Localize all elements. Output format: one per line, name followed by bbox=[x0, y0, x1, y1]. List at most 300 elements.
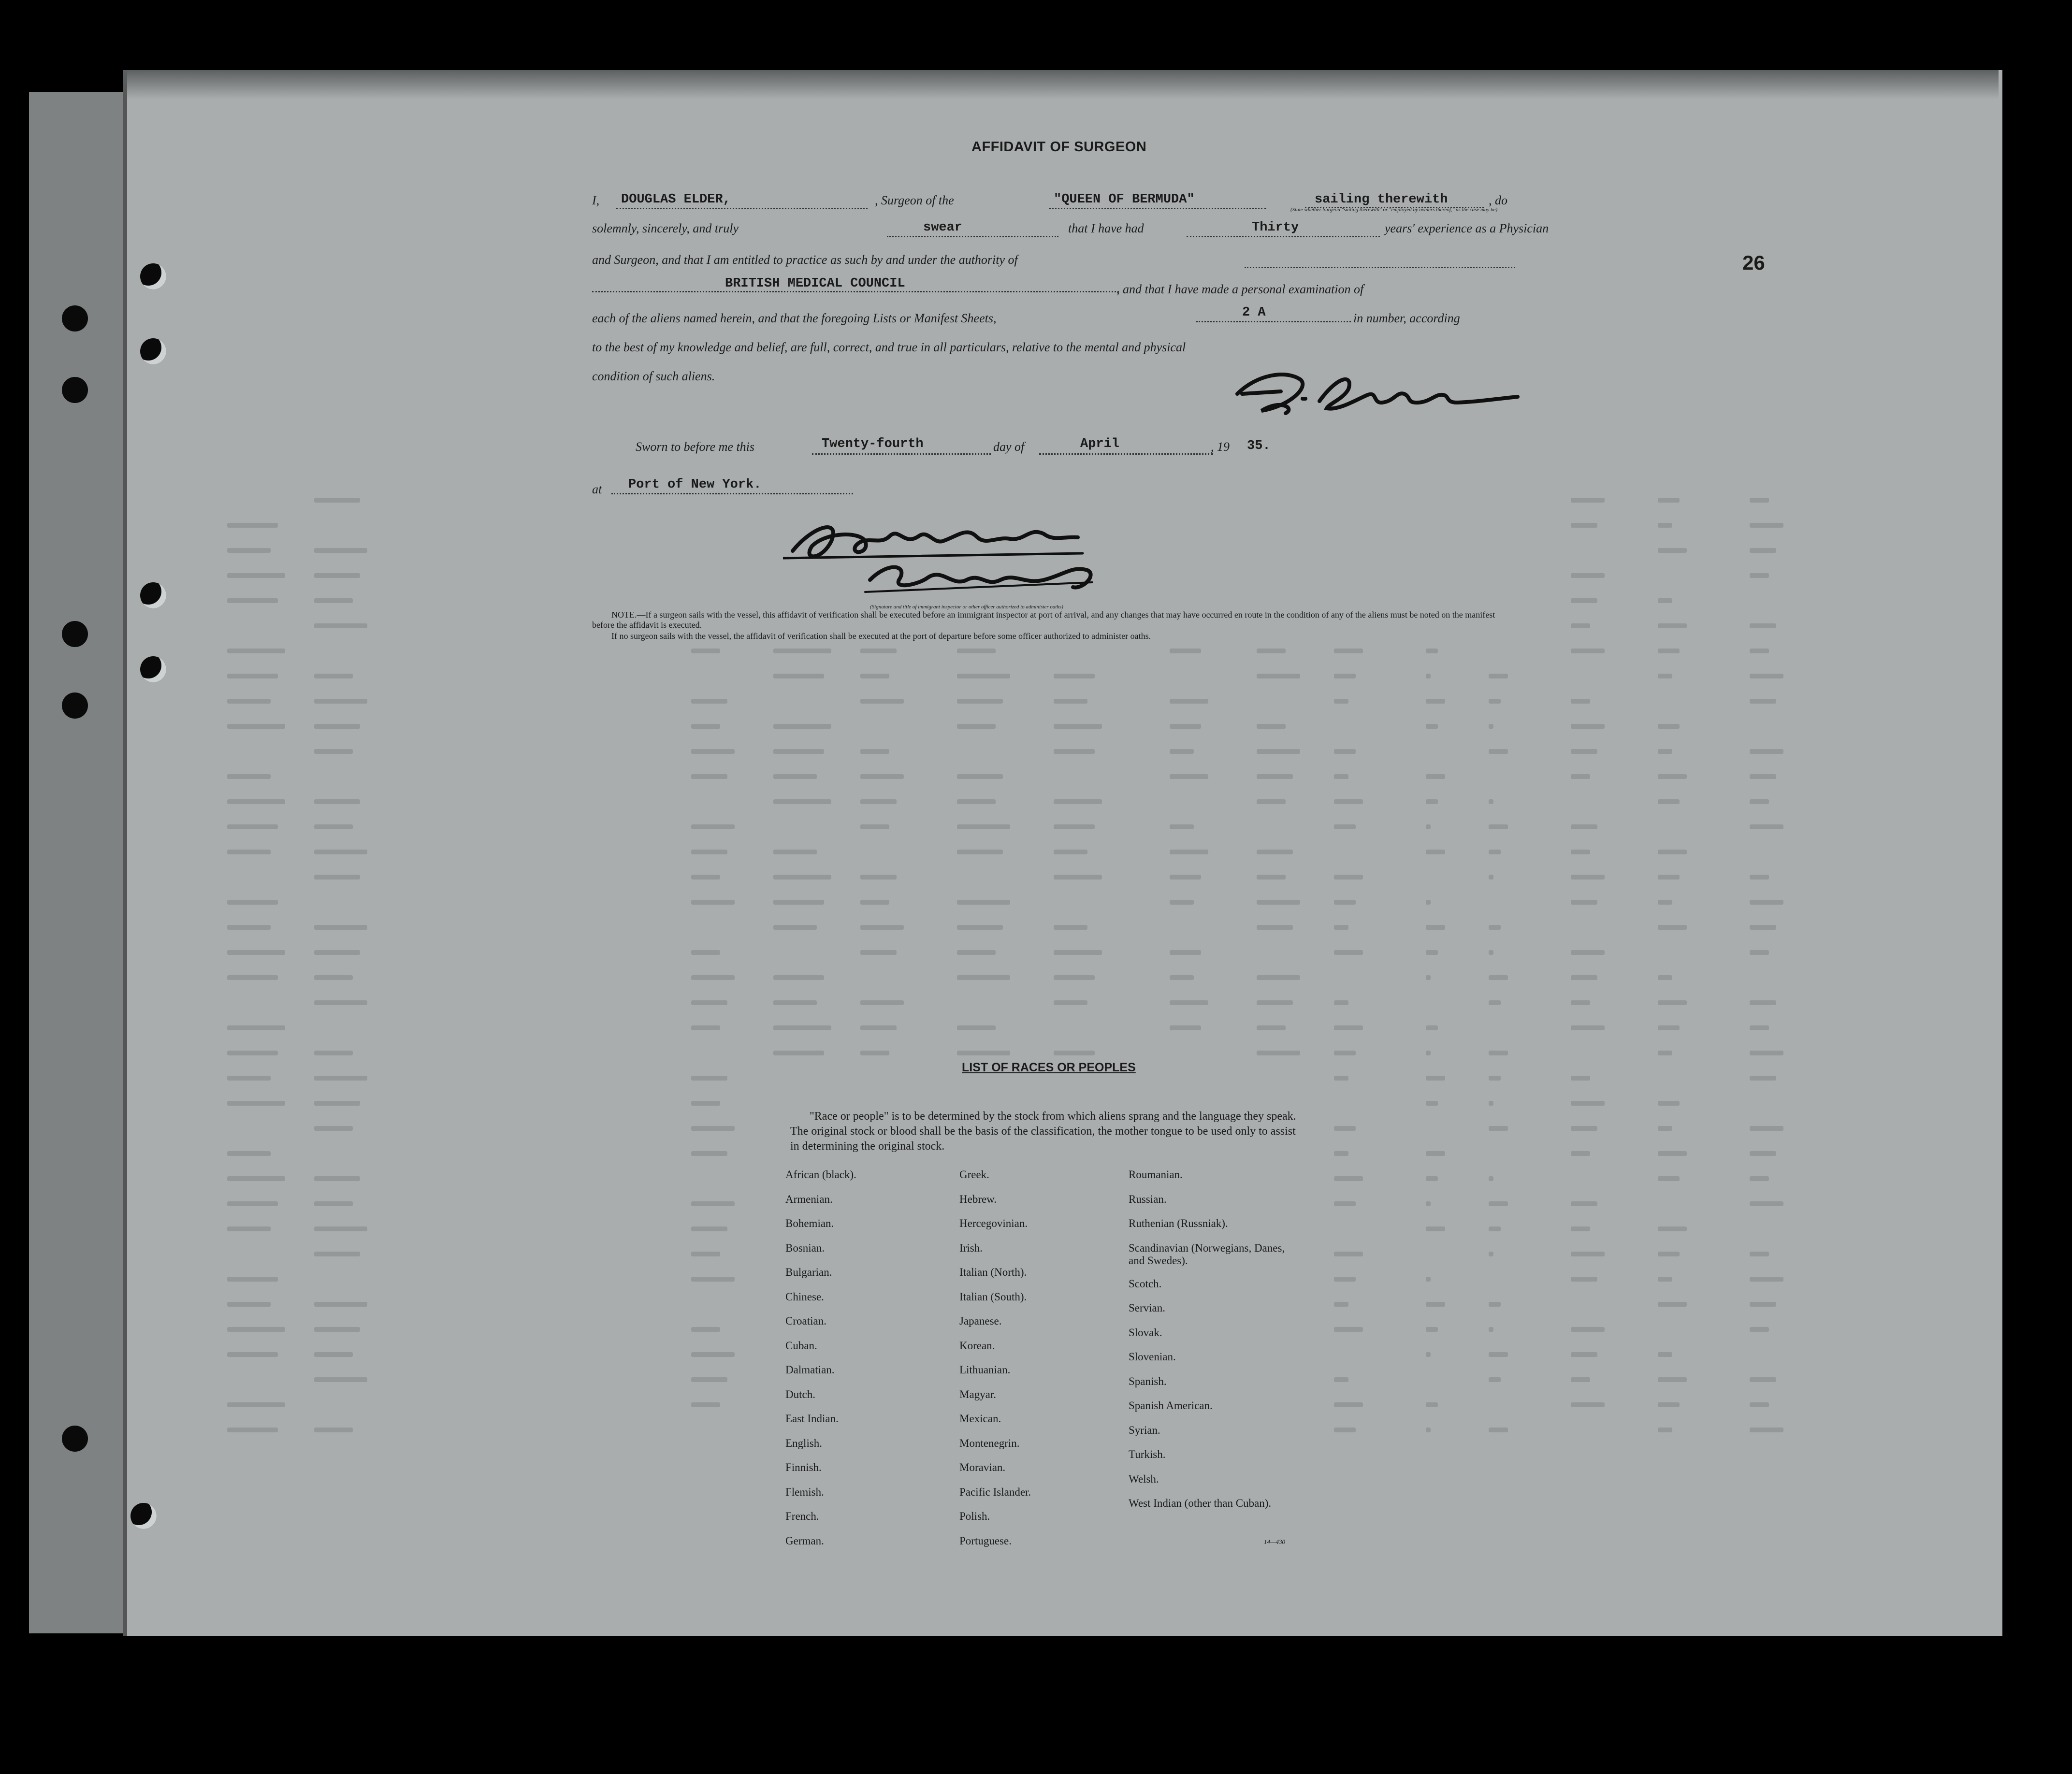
bleed-mark bbox=[1489, 1051, 1508, 1055]
race-item: African (black). bbox=[785, 1168, 856, 1181]
bleed-mark bbox=[773, 1025, 831, 1030]
bleed-mark bbox=[1334, 1126, 1356, 1131]
bleed-mark bbox=[227, 1201, 278, 1206]
bleed-mark bbox=[1750, 1051, 1783, 1055]
bleed-mark bbox=[1426, 950, 1438, 955]
bleed-mark bbox=[1426, 1302, 1445, 1307]
race-item: Hebrew. bbox=[959, 1193, 997, 1205]
bleed-mark bbox=[227, 1051, 278, 1055]
bleed-mark bbox=[1750, 548, 1776, 553]
binder-hole bbox=[62, 692, 88, 719]
bleed-mark bbox=[1054, 749, 1095, 754]
page-number: 26 bbox=[1742, 251, 1765, 274]
day-of-label: day of bbox=[993, 440, 1025, 454]
bleed-mark bbox=[314, 950, 360, 955]
medical-authority: BRITISH MEDICAL COUNCIL bbox=[725, 276, 905, 291]
binder-hole bbox=[140, 338, 166, 364]
bleed-mark bbox=[1426, 850, 1445, 854]
bleed-mark bbox=[227, 1151, 271, 1156]
bleed-mark bbox=[314, 498, 360, 503]
bleed-mark bbox=[1334, 799, 1363, 804]
sheets-count: 2 A bbox=[1242, 305, 1266, 320]
bleed-mark bbox=[957, 824, 1010, 829]
bleed-mark bbox=[957, 850, 1003, 854]
bleed-mark bbox=[1750, 649, 1769, 653]
bleed-mark bbox=[1750, 1151, 1776, 1156]
bleed-mark bbox=[1750, 1176, 1769, 1181]
bleed-mark bbox=[314, 674, 353, 678]
bleed-mark bbox=[860, 875, 897, 880]
bleed-mark bbox=[860, 799, 897, 804]
bleed-mark bbox=[1658, 900, 1672, 905]
bleed-mark bbox=[1571, 1151, 1590, 1156]
bleed-mark bbox=[227, 598, 278, 603]
bleed-mark bbox=[1571, 1025, 1605, 1030]
binder-hole bbox=[62, 1426, 88, 1452]
place-value: Port of New York. bbox=[628, 477, 762, 492]
capacity-note: (State whether Surgeon "sailing therewith" or "employed by owners thereof," as the case may be) bbox=[1290, 207, 1498, 213]
bleed-mark bbox=[1054, 1000, 1087, 1005]
bleed-mark bbox=[1257, 850, 1293, 854]
bleed-mark bbox=[1489, 724, 1493, 729]
race-item: Hercegovinian. bbox=[959, 1217, 1028, 1229]
bleed-mark bbox=[314, 1201, 353, 1206]
bleed-mark bbox=[957, 774, 1003, 779]
bleed-mark bbox=[227, 925, 271, 930]
bleed-mark bbox=[773, 925, 817, 930]
bleed-mark bbox=[1750, 1377, 1776, 1382]
bleed-mark bbox=[1750, 699, 1776, 704]
solemnly-label: solemnly, sincerely, and truly bbox=[592, 221, 739, 235]
race-item: Bosnian. bbox=[785, 1241, 825, 1254]
bleed-mark bbox=[1170, 900, 1194, 905]
bleed-mark bbox=[691, 1352, 735, 1357]
bleed-mark bbox=[1571, 749, 1597, 754]
race-item: Pacific Islander. bbox=[959, 1486, 1031, 1498]
bleed-mark bbox=[1054, 724, 1102, 729]
races-intro: "Race or people" is to be determined by the stock from which aliens sprang and the language they speak. The original stock or blood shall be the basis of the classification, the mother tongue to be used only to assist in determining the original stock. bbox=[790, 1110, 1296, 1153]
binder-hole bbox=[140, 582, 166, 608]
bleed-mark bbox=[227, 799, 285, 804]
binder-hole bbox=[130, 1503, 157, 1529]
years-value: Thirty bbox=[1252, 220, 1299, 235]
bleed-mark bbox=[227, 1101, 285, 1106]
binder-hole bbox=[140, 263, 166, 289]
bleed-mark bbox=[1334, 1000, 1348, 1005]
bleed-mark bbox=[1334, 1025, 1363, 1030]
bleed-mark bbox=[1334, 1277, 1356, 1282]
race-item: Scandinavian (Norwegians, Danes, and Swedes). bbox=[1129, 1241, 1285, 1267]
bleed-mark bbox=[1571, 1277, 1597, 1282]
bleed-mark bbox=[1658, 1402, 1680, 1407]
bleed-mark bbox=[1054, 674, 1095, 678]
bleed-mark bbox=[227, 1076, 271, 1081]
bleed-mark bbox=[1571, 1076, 1590, 1081]
form-code: 14—430 bbox=[1264, 1538, 1286, 1545]
examination-label: , and that I have made a personal examination of bbox=[1116, 282, 1364, 296]
bleed-mark bbox=[1571, 774, 1590, 779]
bleed-mark bbox=[860, 1025, 897, 1030]
race-item: Mexican. bbox=[959, 1413, 1001, 1425]
bleed-mark bbox=[227, 649, 285, 653]
vessel-name: "QUEEN OF BERMUDA" bbox=[1054, 192, 1195, 207]
bleed-mark bbox=[957, 799, 996, 804]
bleed-mark bbox=[691, 1327, 720, 1332]
bleed-mark bbox=[1257, 900, 1300, 905]
sworn-label: Sworn to before me this bbox=[636, 440, 755, 454]
race-item: Greek. bbox=[959, 1168, 989, 1181]
bleed-mark bbox=[1750, 1302, 1776, 1307]
bleed-mark bbox=[1489, 1226, 1501, 1231]
bleed-mark bbox=[1658, 1277, 1672, 1282]
bleed-mark bbox=[227, 1402, 285, 1407]
bleed-mark bbox=[1054, 799, 1102, 804]
bleed-mark bbox=[1426, 1277, 1431, 1282]
bleed-mark bbox=[1658, 598, 1672, 603]
race-item: Spanish. bbox=[1129, 1375, 1167, 1387]
binder-hole bbox=[62, 621, 88, 647]
bleed-mark bbox=[1750, 774, 1776, 779]
bleed-mark bbox=[1750, 1025, 1769, 1030]
knowledge-line: to the best of my knowledge and belief, are full, correct, and true in all particulars, relative to the mental and physical bbox=[592, 340, 1186, 354]
bleed-mark bbox=[1334, 1402, 1363, 1407]
bleed-mark bbox=[227, 975, 278, 980]
bleed-mark bbox=[1750, 1252, 1769, 1256]
bleed-mark bbox=[314, 925, 367, 930]
bleed-mark bbox=[691, 774, 727, 779]
bleed-mark bbox=[1571, 1402, 1605, 1407]
race-item: East Indian. bbox=[785, 1413, 839, 1425]
bleed-mark bbox=[1426, 1327, 1438, 1332]
authority-line: and Surgeon, and that I am entitled to practice as such by and under the authority of bbox=[592, 253, 1018, 267]
bleed-mark bbox=[957, 674, 1010, 678]
bleed-mark bbox=[227, 1352, 278, 1357]
bleed-mark bbox=[227, 1226, 271, 1231]
bleed-mark bbox=[1489, 674, 1508, 678]
bleed-mark bbox=[314, 1252, 360, 1256]
bleed-mark bbox=[1489, 950, 1493, 955]
bleed-mark bbox=[691, 649, 720, 653]
race-item: Croatian. bbox=[785, 1315, 826, 1327]
bleed-mark bbox=[1658, 925, 1687, 930]
bleed-mark bbox=[1426, 724, 1438, 729]
bleed-mark bbox=[227, 1277, 278, 1282]
bleed-mark bbox=[1426, 1226, 1445, 1231]
bleed-mark bbox=[860, 649, 897, 653]
bleed-mark bbox=[1334, 699, 1348, 704]
bleed-mark bbox=[1426, 774, 1445, 779]
bleed-mark bbox=[1750, 950, 1769, 955]
bleed-mark bbox=[1750, 875, 1769, 880]
bleed-mark bbox=[314, 749, 353, 754]
bleed-mark bbox=[1489, 1428, 1508, 1432]
bleed-mark bbox=[314, 975, 353, 980]
bleed-mark bbox=[314, 724, 360, 729]
bleed-mark bbox=[1257, 774, 1293, 779]
bleed-mark bbox=[1571, 1000, 1590, 1005]
bleed-mark bbox=[1426, 824, 1431, 829]
bleed-mark bbox=[957, 1025, 996, 1030]
bleed-mark bbox=[227, 573, 285, 578]
bleed-mark bbox=[1489, 1352, 1508, 1357]
bleed-mark bbox=[227, 900, 278, 905]
bleed-mark bbox=[1489, 1327, 1493, 1332]
bleed-mark bbox=[957, 1051, 1010, 1055]
bleed-mark bbox=[1334, 1051, 1356, 1055]
bleed-mark bbox=[1489, 1101, 1493, 1106]
bleed-mark bbox=[1571, 1201, 1597, 1206]
race-item: Finnish. bbox=[785, 1461, 822, 1473]
race-item: Polish. bbox=[959, 1510, 990, 1522]
bleed-mark bbox=[314, 1302, 367, 1307]
race-item: Montenegrin. bbox=[959, 1437, 1020, 1449]
bleed-mark bbox=[227, 774, 271, 779]
race-item: Irish. bbox=[959, 1241, 983, 1254]
bleed-mark bbox=[1571, 598, 1597, 603]
bleed-mark bbox=[1054, 824, 1095, 829]
surgeon-signature bbox=[1228, 365, 1527, 418]
bleed-mark bbox=[1054, 950, 1102, 955]
bleed-mark bbox=[691, 699, 727, 704]
bleed-mark bbox=[773, 900, 824, 905]
bleed-mark bbox=[314, 850, 367, 854]
bleed-mark bbox=[957, 699, 1003, 704]
bleed-mark bbox=[1750, 1277, 1783, 1282]
bleed-mark bbox=[1571, 1226, 1590, 1231]
bleed-mark bbox=[860, 749, 889, 754]
bleed-mark bbox=[1658, 749, 1672, 754]
bleed-mark bbox=[691, 950, 720, 955]
bleed-mark bbox=[1489, 1252, 1493, 1256]
bleed-mark bbox=[773, 975, 824, 980]
bleed-mark bbox=[314, 1076, 367, 1081]
race-item: Turkish. bbox=[1129, 1448, 1166, 1460]
bleed-mark bbox=[1334, 1176, 1363, 1181]
race-item: Flemish. bbox=[785, 1486, 824, 1498]
bleed-mark bbox=[1571, 824, 1597, 829]
bleed-mark bbox=[1334, 950, 1363, 955]
race-item: Servian. bbox=[1129, 1302, 1166, 1314]
bleed-mark bbox=[314, 699, 367, 704]
bleed-mark bbox=[1426, 1201, 1431, 1206]
in-number-label: in number, according bbox=[1353, 311, 1460, 325]
bleed-mark bbox=[1571, 1327, 1605, 1332]
bleed-mark bbox=[773, 774, 817, 779]
bleed-mark bbox=[314, 598, 353, 603]
do-label: , do bbox=[1489, 193, 1507, 207]
bleed-mark bbox=[860, 824, 889, 829]
bleed-mark bbox=[691, 749, 735, 754]
bleed-mark bbox=[1170, 699, 1208, 704]
sworn-month: April bbox=[1080, 437, 1120, 451]
inspector-signature bbox=[783, 507, 1179, 604]
bleed-mark bbox=[1658, 1176, 1680, 1181]
bleed-mark bbox=[1257, 925, 1293, 930]
bleed-mark bbox=[227, 824, 278, 829]
race-item: Russian. bbox=[1129, 1193, 1167, 1205]
bleed-mark bbox=[957, 649, 996, 653]
race-item: West Indian (other than Cuban). bbox=[1129, 1497, 1272, 1509]
bleed-mark bbox=[227, 850, 271, 854]
condition-line: condition of such aliens. bbox=[592, 369, 715, 383]
bleed-mark bbox=[691, 1402, 720, 1407]
bleed-mark bbox=[1257, 975, 1300, 980]
race-item: Bohemian. bbox=[785, 1217, 834, 1229]
bleed-mark bbox=[1750, 749, 1783, 754]
bleed-mark bbox=[1658, 724, 1680, 729]
bleed-mark bbox=[1658, 1151, 1687, 1156]
bleed-mark bbox=[227, 674, 278, 678]
bleed-mark bbox=[1257, 1051, 1300, 1055]
bleed-mark bbox=[1334, 1377, 1348, 1382]
bleed-mark bbox=[1426, 1101, 1438, 1106]
bleed-mark bbox=[1571, 1101, 1605, 1106]
affidavit-line-1: I, bbox=[592, 193, 600, 207]
bleed-mark bbox=[1750, 824, 1783, 829]
bleed-mark bbox=[773, 799, 831, 804]
bleed-mark bbox=[227, 548, 271, 553]
bleed-mark bbox=[691, 1126, 735, 1131]
bleed-mark bbox=[1750, 900, 1783, 905]
bleed-mark bbox=[1426, 1051, 1431, 1055]
bleed-mark bbox=[1170, 1025, 1201, 1030]
bleed-mark bbox=[1054, 875, 1102, 880]
bleed-mark bbox=[1571, 1126, 1597, 1131]
race-item: Spanish American. bbox=[1129, 1399, 1213, 1412]
bleed-mark bbox=[1750, 573, 1769, 578]
bleed-mark bbox=[1750, 523, 1783, 528]
bleed-mark bbox=[1054, 850, 1087, 854]
bleed-mark bbox=[1054, 699, 1087, 704]
officer-caption: (Signature and title of immigrant inspector or other officer authorized to administer oaths) bbox=[870, 604, 1063, 610]
bleed-mark bbox=[314, 875, 360, 880]
bleed-mark bbox=[1170, 724, 1201, 729]
binder-hole bbox=[62, 377, 88, 403]
race-item: Chinese. bbox=[785, 1290, 824, 1303]
bleed-mark bbox=[1426, 1428, 1431, 1432]
bleed-mark bbox=[691, 850, 727, 854]
bleed-mark bbox=[1750, 498, 1769, 503]
bleed-mark bbox=[1489, 699, 1501, 704]
bleed-mark bbox=[314, 799, 360, 804]
bleed-mark bbox=[1750, 674, 1783, 678]
bleed-mark bbox=[1426, 900, 1431, 905]
bleed-mark bbox=[691, 1000, 727, 1005]
bleed-mark bbox=[1257, 1025, 1286, 1030]
bleed-mark bbox=[1334, 824, 1356, 829]
race-item: Scotch. bbox=[1129, 1277, 1162, 1290]
bleed-mark bbox=[1658, 875, 1680, 880]
race-item: Syrian. bbox=[1129, 1424, 1160, 1436]
bleed-mark bbox=[1334, 900, 1356, 905]
bleed-mark bbox=[1334, 1302, 1348, 1307]
bleed-mark bbox=[1658, 548, 1687, 553]
race-item: Ruthenian (Russniak). bbox=[1129, 1217, 1228, 1229]
bleed-mark bbox=[227, 1176, 285, 1181]
bleed-mark bbox=[1750, 925, 1776, 930]
bleed-mark bbox=[1750, 1402, 1769, 1407]
bleed-mark bbox=[314, 1101, 360, 1106]
bleed-mark bbox=[1170, 950, 1201, 955]
bleed-mark bbox=[1054, 925, 1087, 930]
bleed-mark bbox=[691, 1226, 727, 1231]
bleed-mark bbox=[227, 1428, 278, 1432]
bleed-mark bbox=[1334, 1252, 1363, 1256]
bleed-mark bbox=[1334, 875, 1363, 880]
bleed-mark bbox=[773, 850, 817, 854]
race-item: English. bbox=[785, 1437, 823, 1449]
bleed-mark bbox=[1658, 674, 1672, 678]
bleed-mark bbox=[1658, 1226, 1687, 1231]
bleed-mark bbox=[1658, 1000, 1687, 1005]
bleed-mark bbox=[860, 925, 904, 930]
bleed-mark bbox=[773, 1000, 817, 1005]
surgeon-of-label: , Surgeon of the bbox=[875, 193, 954, 207]
bleed-mark bbox=[773, 1051, 824, 1055]
race-item: Slovenian. bbox=[1129, 1351, 1176, 1363]
bleed-mark bbox=[1054, 975, 1095, 980]
bleed-mark bbox=[691, 1201, 735, 1206]
bleed-mark bbox=[691, 1025, 720, 1030]
bleed-mark bbox=[1571, 623, 1590, 628]
bleed-mark bbox=[1658, 1126, 1672, 1131]
bleed-mark bbox=[1750, 1327, 1769, 1332]
bleed-mark bbox=[1571, 699, 1590, 704]
bleed-mark bbox=[1571, 649, 1605, 653]
bleed-mark bbox=[1426, 1176, 1438, 1181]
bleed-mark bbox=[1750, 799, 1769, 804]
bleed-mark bbox=[691, 1076, 727, 1081]
bleed-mark bbox=[773, 649, 831, 653]
bleed-mark bbox=[1426, 1402, 1438, 1407]
bleed-mark bbox=[1334, 1428, 1356, 1432]
bleed-mark bbox=[1489, 1000, 1501, 1005]
race-item: Dalmatian. bbox=[785, 1364, 835, 1376]
bleed-mark bbox=[1170, 749, 1194, 754]
bleed-mark bbox=[773, 749, 824, 754]
bleed-mark bbox=[1750, 1126, 1783, 1131]
bleed-mark bbox=[1658, 498, 1680, 503]
bleed-mark bbox=[1257, 674, 1300, 678]
bleed-mark bbox=[691, 1101, 720, 1106]
race-item: Roumanian. bbox=[1129, 1168, 1183, 1181]
bleed-mark bbox=[1571, 523, 1597, 528]
bleed-mark bbox=[314, 1126, 353, 1131]
bleed-mark bbox=[691, 1252, 720, 1256]
bleed-mark bbox=[1426, 925, 1445, 930]
bleed-mark bbox=[227, 1025, 285, 1030]
bleed-mark bbox=[1658, 1377, 1687, 1382]
bleed-mark bbox=[691, 724, 720, 729]
race-item: Slovak. bbox=[1129, 1326, 1162, 1339]
bleed-mark bbox=[1170, 774, 1208, 779]
sworn-day: Twenty-fourth bbox=[822, 437, 924, 451]
bleed-mark bbox=[1750, 1201, 1783, 1206]
bleed-mark bbox=[314, 1176, 360, 1181]
surgeon-capacity: sailing therewith bbox=[1315, 192, 1448, 207]
bleed-mark bbox=[1571, 1377, 1590, 1382]
bleed-mark bbox=[1334, 1327, 1363, 1332]
bleed-mark bbox=[1334, 749, 1356, 754]
experience-label: that I have had bbox=[1068, 221, 1144, 235]
bleed-mark bbox=[691, 900, 735, 905]
bleed-mark bbox=[691, 975, 735, 980]
bleed-mark bbox=[227, 523, 278, 528]
bleed-mark bbox=[1658, 850, 1687, 854]
bleed-mark bbox=[1489, 1201, 1508, 1206]
bleed-mark bbox=[1658, 523, 1672, 528]
bleed-mark bbox=[1571, 975, 1597, 980]
